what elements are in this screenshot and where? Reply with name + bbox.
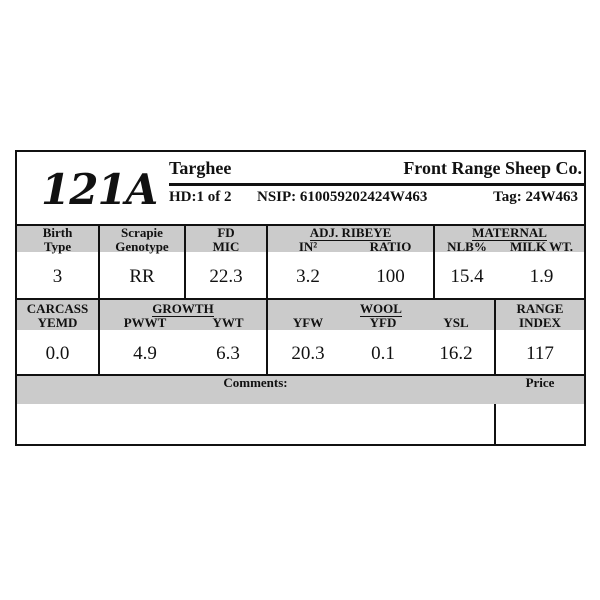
yfw-label: YFW <box>292 315 324 330</box>
fd-mic-value: 22.3 <box>209 266 243 287</box>
wool-group: WOOL <box>360 301 402 316</box>
price-label: Price <box>525 375 555 390</box>
pwwt-value: 4.9 <box>133 343 157 364</box>
scrapie-value: RR <box>129 266 155 287</box>
range-index-value: 117 <box>526 343 554 364</box>
lot-number: 121A <box>41 165 158 214</box>
tag-id: Tag: 24W463 <box>493 189 578 205</box>
nsip-id: NSIP: 610059202424W463 <box>257 189 428 205</box>
title-rule <box>169 183 585 186</box>
carcass-label: CARCASS YEMD <box>26 301 89 330</box>
ysl-value: 16.2 <box>439 343 473 364</box>
milk-wt-value: 1.9 <box>529 266 554 287</box>
ywt-label: YWT <box>212 315 244 330</box>
fd-mic-label: FD MIC <box>212 225 240 254</box>
range-index-label: RANGE INDEX <box>516 301 564 330</box>
ribeye-ratio-label: RATIO <box>369 239 412 254</box>
yfd-label: YFD <box>369 315 397 330</box>
ysl-label: YSL <box>443 315 469 330</box>
growth-group: GROWTH <box>152 301 214 316</box>
ywt-value: 6.3 <box>216 343 240 364</box>
farm-name: Front Range Sheep Co. <box>403 158 582 178</box>
yfd-value: 0.1 <box>371 343 395 364</box>
yfw-value: 20.3 <box>291 343 325 364</box>
nlb-value: 15.4 <box>450 266 484 287</box>
carcass-value: 0.0 <box>45 343 70 364</box>
hd-count: HD:1 of 2 <box>169 189 232 205</box>
ribeye-ratio-value: 100 <box>376 266 405 287</box>
scrapie-label: Scrapie Genotype <box>115 225 169 254</box>
birth-type-value: 3 <box>52 266 63 287</box>
ribeye-in2-label: IN² <box>298 239 318 254</box>
breed-name: Targhee <box>169 158 232 178</box>
comments-label: Comments: <box>223 375 288 390</box>
sheep-data-card <box>15 150 586 446</box>
ribeye-in2-value: 3.2 <box>296 266 320 287</box>
pwwt-label: PWWT <box>123 315 167 330</box>
nlb-label: NLB% <box>447 239 487 254</box>
milk-wt-label: MILK WT. <box>509 239 574 254</box>
maternal-group: MATERNAL <box>472 225 547 240</box>
birth-type-label: Birth Type <box>42 225 73 254</box>
adj-ribeye-group: ADJ. RIBEYE <box>309 225 392 240</box>
